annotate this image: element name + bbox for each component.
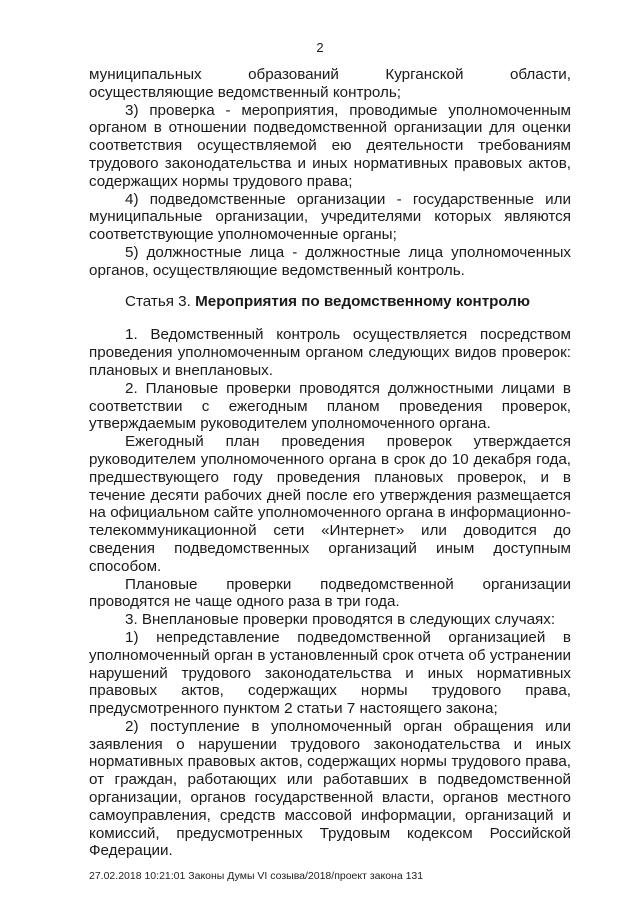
paragraph: муниципальных образований Курганской области, осуществляющие ведомственный контроль;: [89, 66, 571, 101]
article-heading: [89, 293, 571, 311]
paragraph: 3. Внеплановые проверки проводятся в следующих случаях:: [125, 611, 556, 629]
paragraph: Плановые проверки подведомственной организации проводятся не чаще одного раза в три года.: [89, 575, 571, 611]
paragraph: 1. Ведомственный контроль осуществляется посредством проведения уполномоченным органом следующих видов проверок: плановых и внеплановых.: [89, 326, 571, 379]
paragraph: 1) непредставление подведомственной организацией в уполномоченный орган в установленный срок отчета об устранении нарушений трудового законодательства и иных нормативных правовых актов, содержащих нормы трудового права, предусмотренного пунктом 2 статьи 7 настоящего закона;: [89, 628, 571, 718]
article-prefix: Статья 3.: [125, 292, 191, 310]
paragraph: Ежегодный план проведения проверок утверждается руководителем уполномоченного органа в срок до 10 декабря года, предшествующего году проведения плановых проверок, и в течение десяти рабочих дней после его утверждения размещается на официальном сайте уполномоченного органа в информационно-телекоммуникационной сети «Интернет» или доводится до сведения подведомственных организаций иным доступным способом.: [89, 433, 571, 575]
paragraph: 2) поступление в уполномоченный орган обращения или заявления о нарушении трудового законодательства и иных нормативных правовых актов, содержащих нормы трудового права, от граждан, работающих или работавших в подведомственной организации, органов государственной власти, органов местного самоуправления, средств массовой информации, организаций и комиссий, предусмотренных Трудовым кодексом Российской Федерации.: [89, 717, 571, 860]
paragraph: 5) должностные лица - должностные лица уполномоченных органов, осуществляющие ведомственный контроль.: [89, 243, 571, 279]
paragraph: 2. Плановые проверки проводятся должностными лицами в соответствии с ежегодным планом проведения проверок, утверждаемым руководителем уполномоченного органа.: [89, 379, 571, 433]
paragraph: 3) проверка - мероприятия, проводимые уполномоченным органом в отношении подведомственной организации для оценки соответствия осуществляемой ею деятельности требованиям трудового законодательства и иных нормативных правовых актов, содержащих нормы трудового права;: [89, 101, 571, 190]
document-body: [89, 66, 571, 860]
page-number: 2: [316, 40, 324, 55]
article-title: Мероприятия по ведомственному контролю: [195, 292, 530, 310]
footer-text: 27.02.2018 10:21:01 Законы Думы VI созыва/2018/проект закона 131: [89, 870, 424, 882]
paragraph: 4) подведомственные организации - государственные или муниципальные организации, учредителями которых являются соответствующие уполномоченные органы;: [89, 190, 571, 244]
